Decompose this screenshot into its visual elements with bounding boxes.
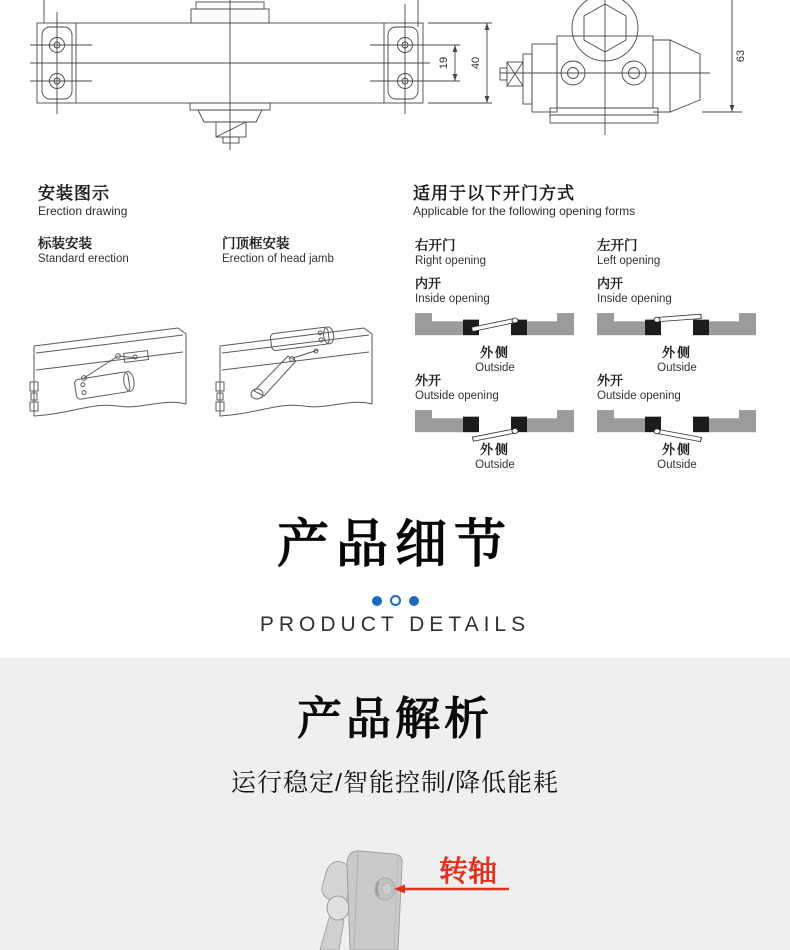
- dim-hole-spacing: 19: [438, 56, 450, 70]
- headjamb-erection-zh: 门顶框安装: [222, 236, 290, 251]
- right-opening-en: Right opening: [415, 255, 486, 268]
- details-title-en: PRODUCT DETAILS: [259, 613, 531, 636]
- mode-en: Outside opening: [597, 389, 681, 402]
- outside-label: [597, 345, 757, 375]
- standard-erection-sketch: [22, 296, 202, 431]
- analysis-title: [0, 694, 790, 744]
- mode-en: Outside opening: [415, 389, 499, 402]
- standard-erection-en: Standard erection: [38, 253, 129, 266]
- analysis-subtitle-text: 运行稳定/智能控制/降低能耗: [231, 769, 559, 797]
- dot-filled: [409, 596, 419, 606]
- opening-cell-left-inside: [597, 276, 757, 375]
- outside-en: Outside: [657, 361, 697, 374]
- left-opening-label: [597, 238, 660, 269]
- standard-erection-label: [38, 236, 129, 267]
- mode-zh: 外开: [597, 373, 624, 388]
- mode-en: Inside opening: [415, 292, 490, 305]
- dot-hollow: [390, 595, 401, 606]
- headjamb-erection-en: Erection of head jamb: [222, 253, 334, 266]
- dot-filled: [372, 596, 382, 606]
- callout-label: 转轴: [438, 856, 498, 888]
- outside-en: Outside: [475, 458, 515, 471]
- outside-zh: 外侧: [661, 344, 692, 360]
- analysis-title-zh: 产品解析: [296, 693, 493, 744]
- mode-zh: 外开: [415, 373, 442, 388]
- outside-label: [415, 345, 575, 375]
- details-title-zh: 产品细节: [276, 516, 513, 574]
- outside-label: [415, 442, 575, 472]
- opening-header: [413, 184, 635, 218]
- technical-drawing: [0, 0, 790, 172]
- opening-title-en: Applicable for the following opening forms: [413, 203, 636, 218]
- closer-arm-photo: [290, 843, 520, 950]
- slab-body: [347, 851, 402, 950]
- outside-zh: 外侧: [479, 344, 510, 360]
- mode-zh: 内开: [597, 276, 624, 291]
- right-opening-label: [415, 238, 486, 269]
- arm-lower-link: [320, 915, 344, 950]
- outside-zh: 外侧: [479, 441, 510, 457]
- outside-zh: 外侧: [661, 441, 692, 457]
- opening-cell-right-inside: [415, 276, 575, 375]
- outside-en: Outside: [475, 361, 515, 374]
- erection-title-en: Erection drawing: [38, 203, 128, 218]
- mode-zh: 内开: [415, 276, 442, 291]
- arm-elbow: [327, 896, 349, 920]
- erection-title-zh: 安装图示: [38, 184, 110, 203]
- details-banner-title: [0, 518, 790, 573]
- mode-en: Inside opening: [597, 292, 672, 305]
- headjamb-erection-label: [222, 236, 334, 267]
- opening-title-zh: 适用于以下开门方式: [413, 184, 575, 203]
- outside-en: Outside: [657, 458, 697, 471]
- outside-label: [597, 442, 757, 472]
- dim-side-height: 63: [735, 49, 747, 63]
- door-opening-diagram: [597, 309, 757, 345]
- headjamb-erection-sketch: [208, 296, 388, 431]
- analysis-subtitle: [0, 763, 790, 799]
- details-banner-subtitle: [0, 613, 790, 637]
- door-opening-diagram: [415, 309, 575, 345]
- right-opening-zh: 右开门: [415, 238, 456, 253]
- left-opening-en: Left opening: [597, 255, 661, 268]
- door-opening-diagram: [597, 406, 757, 442]
- opening-cell-left-outside: [597, 373, 757, 472]
- dim-body-height: 40: [470, 56, 482, 70]
- erection-header: [38, 184, 127, 218]
- opening-cell-right-outside: [415, 373, 575, 472]
- door-opening-diagram: [415, 406, 575, 442]
- left-opening-zh: 左开门: [597, 238, 638, 253]
- banner-dots: [0, 592, 790, 610]
- standard-erection-zh: 标装安装: [38, 236, 92, 251]
